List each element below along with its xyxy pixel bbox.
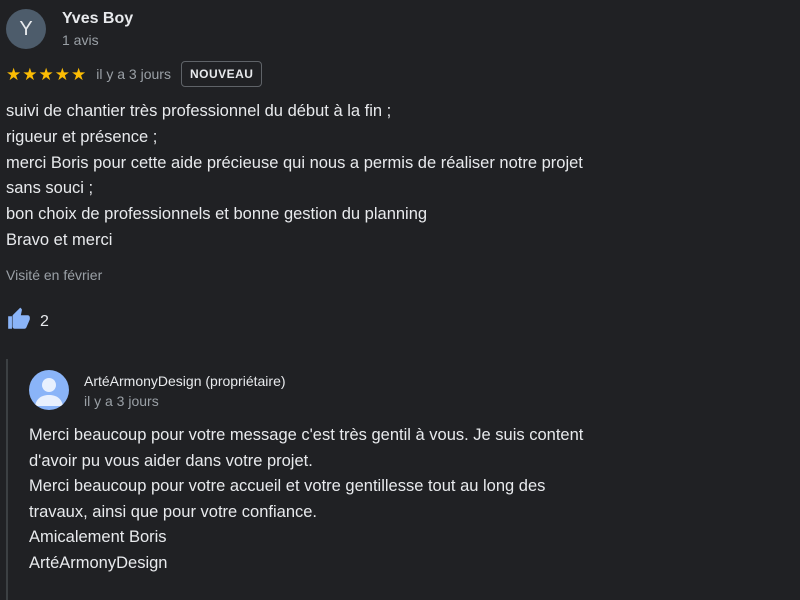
star-icon: ★ [22,64,38,84]
review-text-line: merci Boris pour cette aide précieuse qui nous a permis de réaliser notre projet [6,153,583,172]
reply-text-line: d'avoir pu vous aider dans votre projet. [29,451,313,470]
review-text-line: suivi de chantier très professionnel du début à la fin ; [6,102,392,120]
review-text-line: rigueur et présence ; [6,127,158,146]
owner-avatar[interactable] [29,370,69,410]
reviewer-avatar[interactable] [6,9,46,49]
reply-time: il y a 3 jours [84,393,159,409]
user-icon [29,397,69,410]
new-badge: NOUVEAU [181,61,263,87]
owner-reply-text [29,423,669,577]
thumbs-up-icon[interactable] [6,306,32,337]
visited-date: Visité en février [6,267,103,283]
review-text-line: Bravo et merci [6,230,113,249]
avatar-letter: Y [19,18,33,40]
star-rating [6,66,86,83]
reply-text-line: travaux, ainsi que pour votre confiance. [29,502,318,521]
reviewer-name[interactable]: Yves Boy [62,10,134,27]
review-time: il y a 3 jours [96,66,171,82]
star-icon: ★ [54,64,70,84]
review-text-line: bon choix de professionnels et bonne gestion du planning [6,205,428,224]
star-icon: ★ [38,64,54,84]
rating-row [6,61,262,87]
owner-name[interactable]: ArtéArmonyDesign (propriétaire) [84,373,286,389]
reply-text-line: ArtéArmonyDesign [29,553,168,572]
like-button[interactable] [6,306,49,337]
review-text [6,99,666,254]
reply-text-line: Merci beaucoup pour votre message c'est très gentil à vous. Je suis content [29,426,584,444]
star-icon: ★ [71,64,87,84]
reply-text-line: Merci beaucoup pour votre accueil et votre gentillesse tout au long des [29,477,546,496]
reply-text-line: Amicalement Boris [29,528,167,547]
like-count: 2 [40,312,49,330]
review-text-line: sans souci ; [6,179,94,198]
reply-divider [6,359,8,600]
reviewer-review-count: 1 avis [62,32,99,48]
star-icon: ★ [6,64,22,84]
